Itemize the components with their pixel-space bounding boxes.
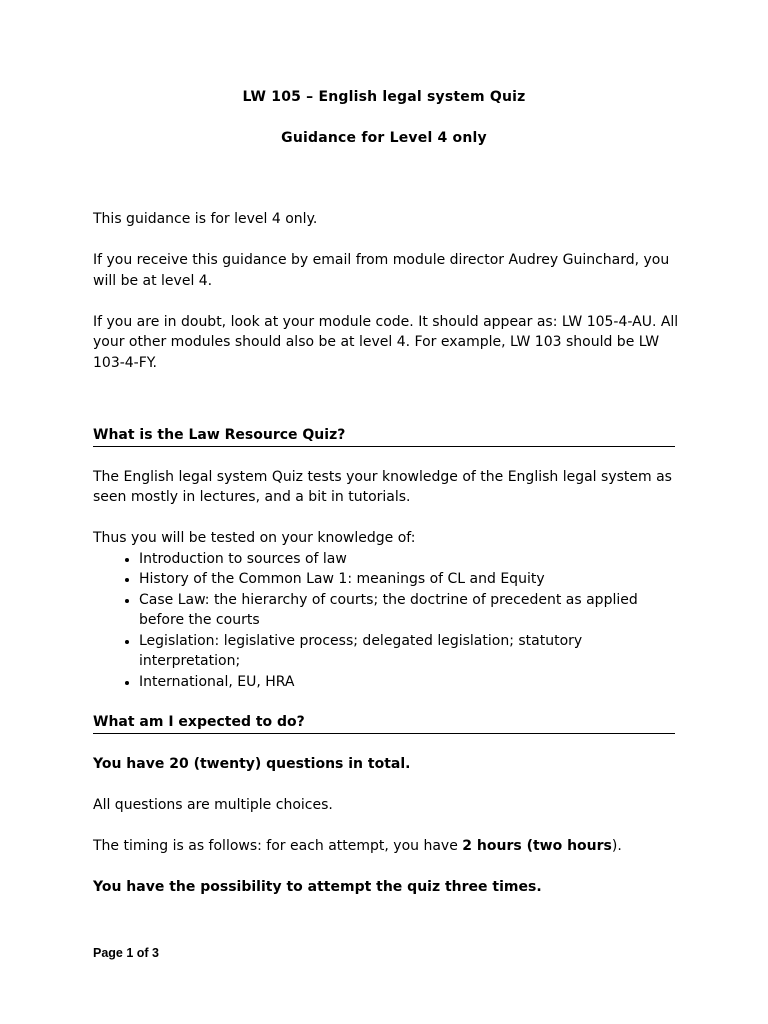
questions-total-paragraph: You have 20 (twenty) questions in total. (93, 755, 411, 772)
page-number: Page 1 of 3 (93, 946, 159, 960)
list-item: • Case Law: the hierarchy of courts; the doctrine of precedent as applied before the courts (139, 590, 683, 631)
intro-paragraph-2: If you receive this guidance by email from module director Audrey Guinchard, you will be at level 4. (93, 252, 670, 289)
topics-intro-paragraph: Thus you will be tested on your knowledge of: (93, 530, 416, 546)
timing-paragraph (93, 836, 683, 857)
document-body (93, 209, 683, 918)
list-item: • Legislation: legislative process; delegated legislation; statutory interpretation; (139, 631, 683, 672)
multiple-choice-paragraph: All questions are multiple choices. (93, 796, 333, 813)
list-item: • Introduction to sources of law (139, 549, 683, 570)
topics-list (93, 549, 683, 693)
list-item: • International, EU, HRA (139, 672, 683, 693)
intro-paragraph-1: This guidance is for level 4 only. (93, 211, 318, 227)
intro-paragraph-3: If you are in doubt, look at your module code. It should appear as: LW 105-4-AU. All your other modules should also be at level 4. For example, LW 103 should be LW 103-4-FY. (93, 313, 679, 371)
section-heading-quiz-overview: What is the Law Resource Quiz? (93, 425, 675, 447)
timing-prefix: The timing is as follows: for each attempt, you have (93, 837, 463, 854)
quiz-overview-paragraph: The English legal system Quiz tests your knowledge of the English legal system as seen mostly in lectures, and a bit in tutorials. (93, 468, 672, 505)
section-heading-expectations: What am I expected to do? (93, 712, 675, 734)
timing-suffix: ). (611, 837, 622, 854)
document-title: LW 105 – English legal system Quiz (242, 89, 526, 105)
attempts-paragraph: You have the possibility to attempt the quiz three times. (93, 878, 542, 895)
list-item: • History of the Common Law 1: meanings of CL and Equity (139, 569, 683, 590)
document-subtitle: Guidance for Level 4 only (281, 130, 487, 146)
timing-duration: 2 hours (two hours (462, 837, 612, 854)
